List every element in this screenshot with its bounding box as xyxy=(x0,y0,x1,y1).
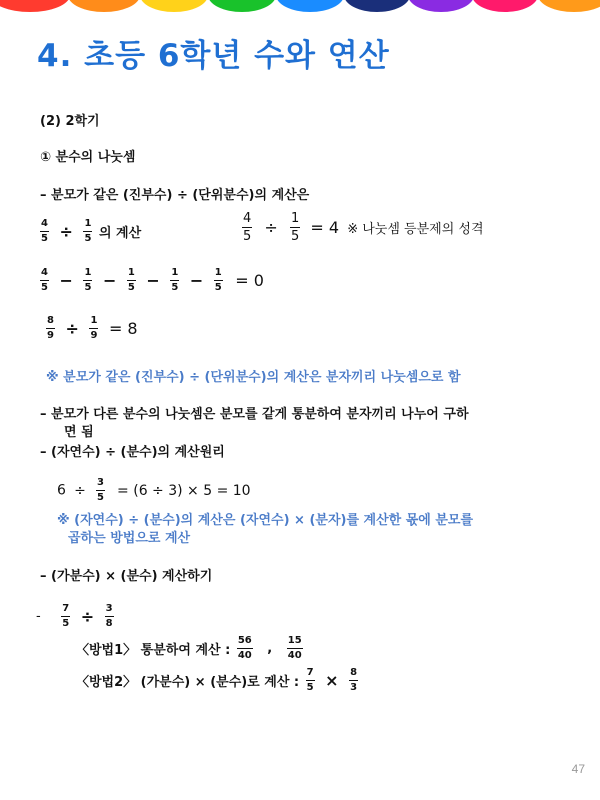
method-2: 〈방법2〉 (가분수) × (분수)로 계산 : $\frac{7}{5}$ × $\frac{8}{3}$ xyxy=(76,667,358,693)
fraction: $\frac{4}{5}$ xyxy=(243,211,252,244)
decor-ellipse xyxy=(538,0,600,12)
fraction: $\frac{4}{5}$ xyxy=(41,267,48,293)
note-whole-by-fraction: ※ (자연수) ÷ (분수)의 계산은 (자연수) × (분자)를 계산한 몫에 분모를 xyxy=(57,513,474,528)
page-number: 47 xyxy=(571,762,585,776)
fraction: $\frac{4}{5}$ xyxy=(41,218,48,244)
fraction: $\frac{1}{5}$ xyxy=(214,267,222,293)
fraction: $\frac{15}{40}$ xyxy=(287,635,302,661)
decor-ellipse xyxy=(140,0,208,12)
decor-ellipse xyxy=(68,0,140,12)
note-whole-by-fraction-cont: 곱하는 방법으로 계산 xyxy=(68,531,191,546)
bullet-improper-times-fraction: – (가분수) × (분수) 계산하기 xyxy=(40,569,213,584)
example-eighth-ninths: $\frac{8}{9}$ ÷ $\frac{1}{9}$ = 8 xyxy=(47,315,138,341)
example-improper-division: - $\frac{7}{5}$ ÷ $\frac{3}{8}$ xyxy=(36,603,113,629)
fraction: $\frac{8}{9}$ xyxy=(47,315,54,341)
method-1: 〈방법1〉 통분하여 계산 : $\frac{56}{40}$ , $\frac{15}{40}$ xyxy=(76,635,302,661)
example-whole-division: 6 ÷ $\frac{3}{5}$ = (6 ÷ 3) × 5 = 10 xyxy=(57,477,251,503)
example-repeated-subtraction: $\frac{4}{5}$ − $\frac{1}{5}$ − $\frac{1}{5}$ − $\frac{1}{5}$ − $\frac{1}{5}$ = 0 xyxy=(41,267,264,293)
note-partition-division: ※ 나눗셈 등분제의 성격 xyxy=(347,222,484,237)
example-division-result: $\frac{4}{5}$ ÷ $\frac{1}{5}$ = 4 ※ 나눗셈 등분제의 성격 xyxy=(243,211,484,244)
bullet-whole-by-fraction: – (자연수) ÷ (분수)의 계산원리 xyxy=(40,445,225,460)
fraction: $\frac{1}{5}$ xyxy=(290,211,300,244)
method-2-label: 〈방법2〉 (가분수) × (분수)로 계산 : xyxy=(76,675,300,690)
decor-ellipse xyxy=(408,0,474,12)
decor-ellipse xyxy=(472,0,538,12)
fraction: $\frac{8}{3}$ xyxy=(350,667,358,693)
fraction: $\frac{3}{8}$ xyxy=(105,603,113,629)
decor-ellipse xyxy=(276,0,344,12)
method-1-label: 〈방법1〉 통분하여 계산 : xyxy=(76,643,231,658)
bullet-different-denominator: – 분모가 다른 분수의 나눗셈은 분모를 같게 통분하여 분자끼리 나누어 구하 xyxy=(40,407,469,422)
subsection-heading: ① 분수의 나눗셈 xyxy=(40,150,136,165)
page-title: 4. 초등 6학년 수와 연산 xyxy=(37,38,390,74)
example-division-label: $\frac{4}{5}$ ÷ $\frac{1}{5}$ 의 계산 xyxy=(41,218,142,244)
fraction: $\frac{56}{40}$ xyxy=(237,635,252,661)
fraction: $\frac{1}{5}$ xyxy=(171,267,179,293)
fraction: $\frac{7}{5}$ xyxy=(306,667,314,693)
fraction: $\frac{1}{9}$ xyxy=(90,315,98,341)
fraction: $\frac{7}{5}$ xyxy=(62,603,70,629)
fraction: $\frac{3}{5}$ xyxy=(96,477,104,503)
decor-ellipse xyxy=(208,0,276,12)
section-heading: (2) 2학기 xyxy=(40,114,100,129)
decor-ellipse xyxy=(0,0,70,12)
fraction: $\frac{1}{5}$ xyxy=(84,218,92,244)
note-same-denominator: ※ 분모가 같은 (진부수) ÷ (단위분수)의 계산은 분자끼리 나눗셈으로 함 xyxy=(46,370,461,385)
fraction: $\frac{1}{5}$ xyxy=(84,267,92,293)
bullet-different-denominator-cont: 면 됨 xyxy=(64,425,94,440)
decor-ellipse xyxy=(344,0,410,12)
fraction: $\frac{1}{5}$ xyxy=(127,267,135,293)
bullet-same-denominator: – 분모가 같은 (진부수) ÷ (단위분수)의 계산은 xyxy=(40,188,310,203)
